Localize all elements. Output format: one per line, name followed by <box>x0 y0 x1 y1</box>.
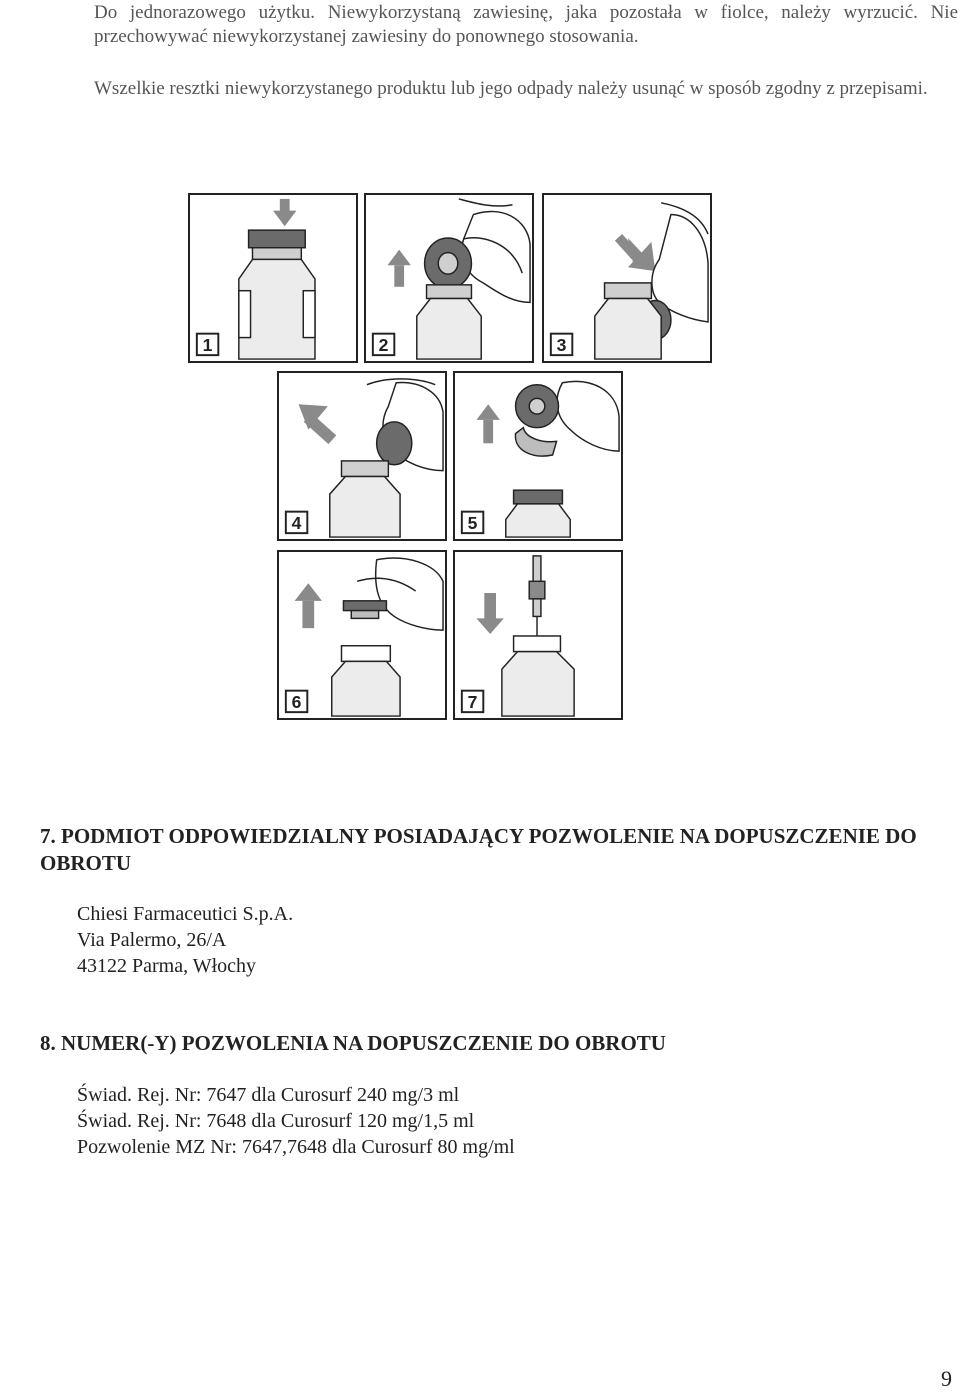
hand-icon <box>357 558 443 630</box>
section-8-heading: 8. NUMER(-Y) POZWOLENIA NA DOPUSZCZENIE DO OBROTU <box>40 1031 666 1055</box>
step-1-panel <box>188 193 358 363</box>
step-2-panel <box>364 193 534 363</box>
page-number: 9 <box>941 1366 952 1391</box>
vial-icon <box>417 285 481 359</box>
step-5-number: 5 <box>467 513 478 534</box>
step-6-arrow-icon <box>295 583 322 628</box>
city-address: 43122 Parma, Włochy <box>77 955 257 977</box>
step-5-panel <box>453 371 623 541</box>
rubber-stopper-icon <box>343 601 386 619</box>
step-3-number-badge <box>551 334 572 356</box>
vial-icon <box>506 490 570 537</box>
disposal-paragraph-2: Wszelkie resztki niewykorzystanego produktu lub jego odpady należy usunąć w sposób zgodny z przepisami. <box>94 78 928 99</box>
vial-icon <box>595 283 661 359</box>
step-2-number-badge <box>373 334 394 356</box>
step-4-number-badge <box>286 512 307 534</box>
step-6-panel <box>277 550 447 720</box>
step-7-arrow-icon <box>476 593 503 634</box>
step-3-arrow-icon <box>615 234 655 271</box>
step-1-number: 1 <box>202 335 213 356</box>
vial-icon <box>239 230 315 359</box>
authorisation-numbers <box>77 1082 515 1160</box>
flip-cap-icon <box>425 238 472 289</box>
step-5-arrow-icon <box>476 404 499 443</box>
street-address: Via Palermo, 26/A <box>77 929 227 951</box>
vial-icon <box>502 636 574 716</box>
authorisation-line-2: Świad. Rej. Nr: 7648 dla Curosurf 120 mg/1,5 ml <box>77 1110 475 1132</box>
vial-icon <box>330 461 400 537</box>
step-6-number-badge <box>286 691 307 713</box>
step-3-number: 3 <box>556 335 567 356</box>
authorisation-line-1: Świad. Rej. Nr: 7647 dla Curosurf 240 mg/3 ml <box>77 1084 460 1106</box>
step-6-number: 6 <box>291 692 302 713</box>
step-4-arrow-icon <box>299 404 337 444</box>
step-2-number: 2 <box>378 335 389 356</box>
section-7-heading: 7. PODMIOT ODPOWIEDZIALNY POSIADAJĄCY POZWOLENIE NA DOPUSZCZENIE DO OBROTU <box>40 824 917 875</box>
step-7-number: 7 <box>467 692 478 713</box>
step-2-arrow-icon <box>387 250 410 287</box>
flip-cap-icon <box>377 422 412 465</box>
step-1-arrow-icon <box>273 199 296 226</box>
step-5-number-badge <box>462 512 483 534</box>
company-name: Chiesi Farmaceutici S.p.A. <box>77 903 294 925</box>
marketing-authorisation-holder-address <box>77 901 293 979</box>
flip-cap-icon <box>515 385 558 456</box>
disposal-paragraph-1: Do jednorazowego użytku. Niewykorzystaną zawiesinę, jaka pozostała w fiolce, należy wyrzucić. Nie przechowywać niewykorzystanej zawiesiny do ponownego stosowania. <box>94 2 958 47</box>
step-3-panel <box>542 193 712 363</box>
step-7-panel <box>453 550 623 720</box>
hand-icon <box>557 381 619 451</box>
step-1-number-badge <box>197 334 218 356</box>
authorisation-line-3: Pozwolenie MZ Nr: 7647,7648 dla Curosurf 80 mg/ml <box>77 1136 515 1158</box>
step-7-number-badge <box>462 691 483 713</box>
vial-icon <box>332 646 400 716</box>
step-4-panel <box>277 371 447 541</box>
step-4-number: 4 <box>291 513 302 534</box>
